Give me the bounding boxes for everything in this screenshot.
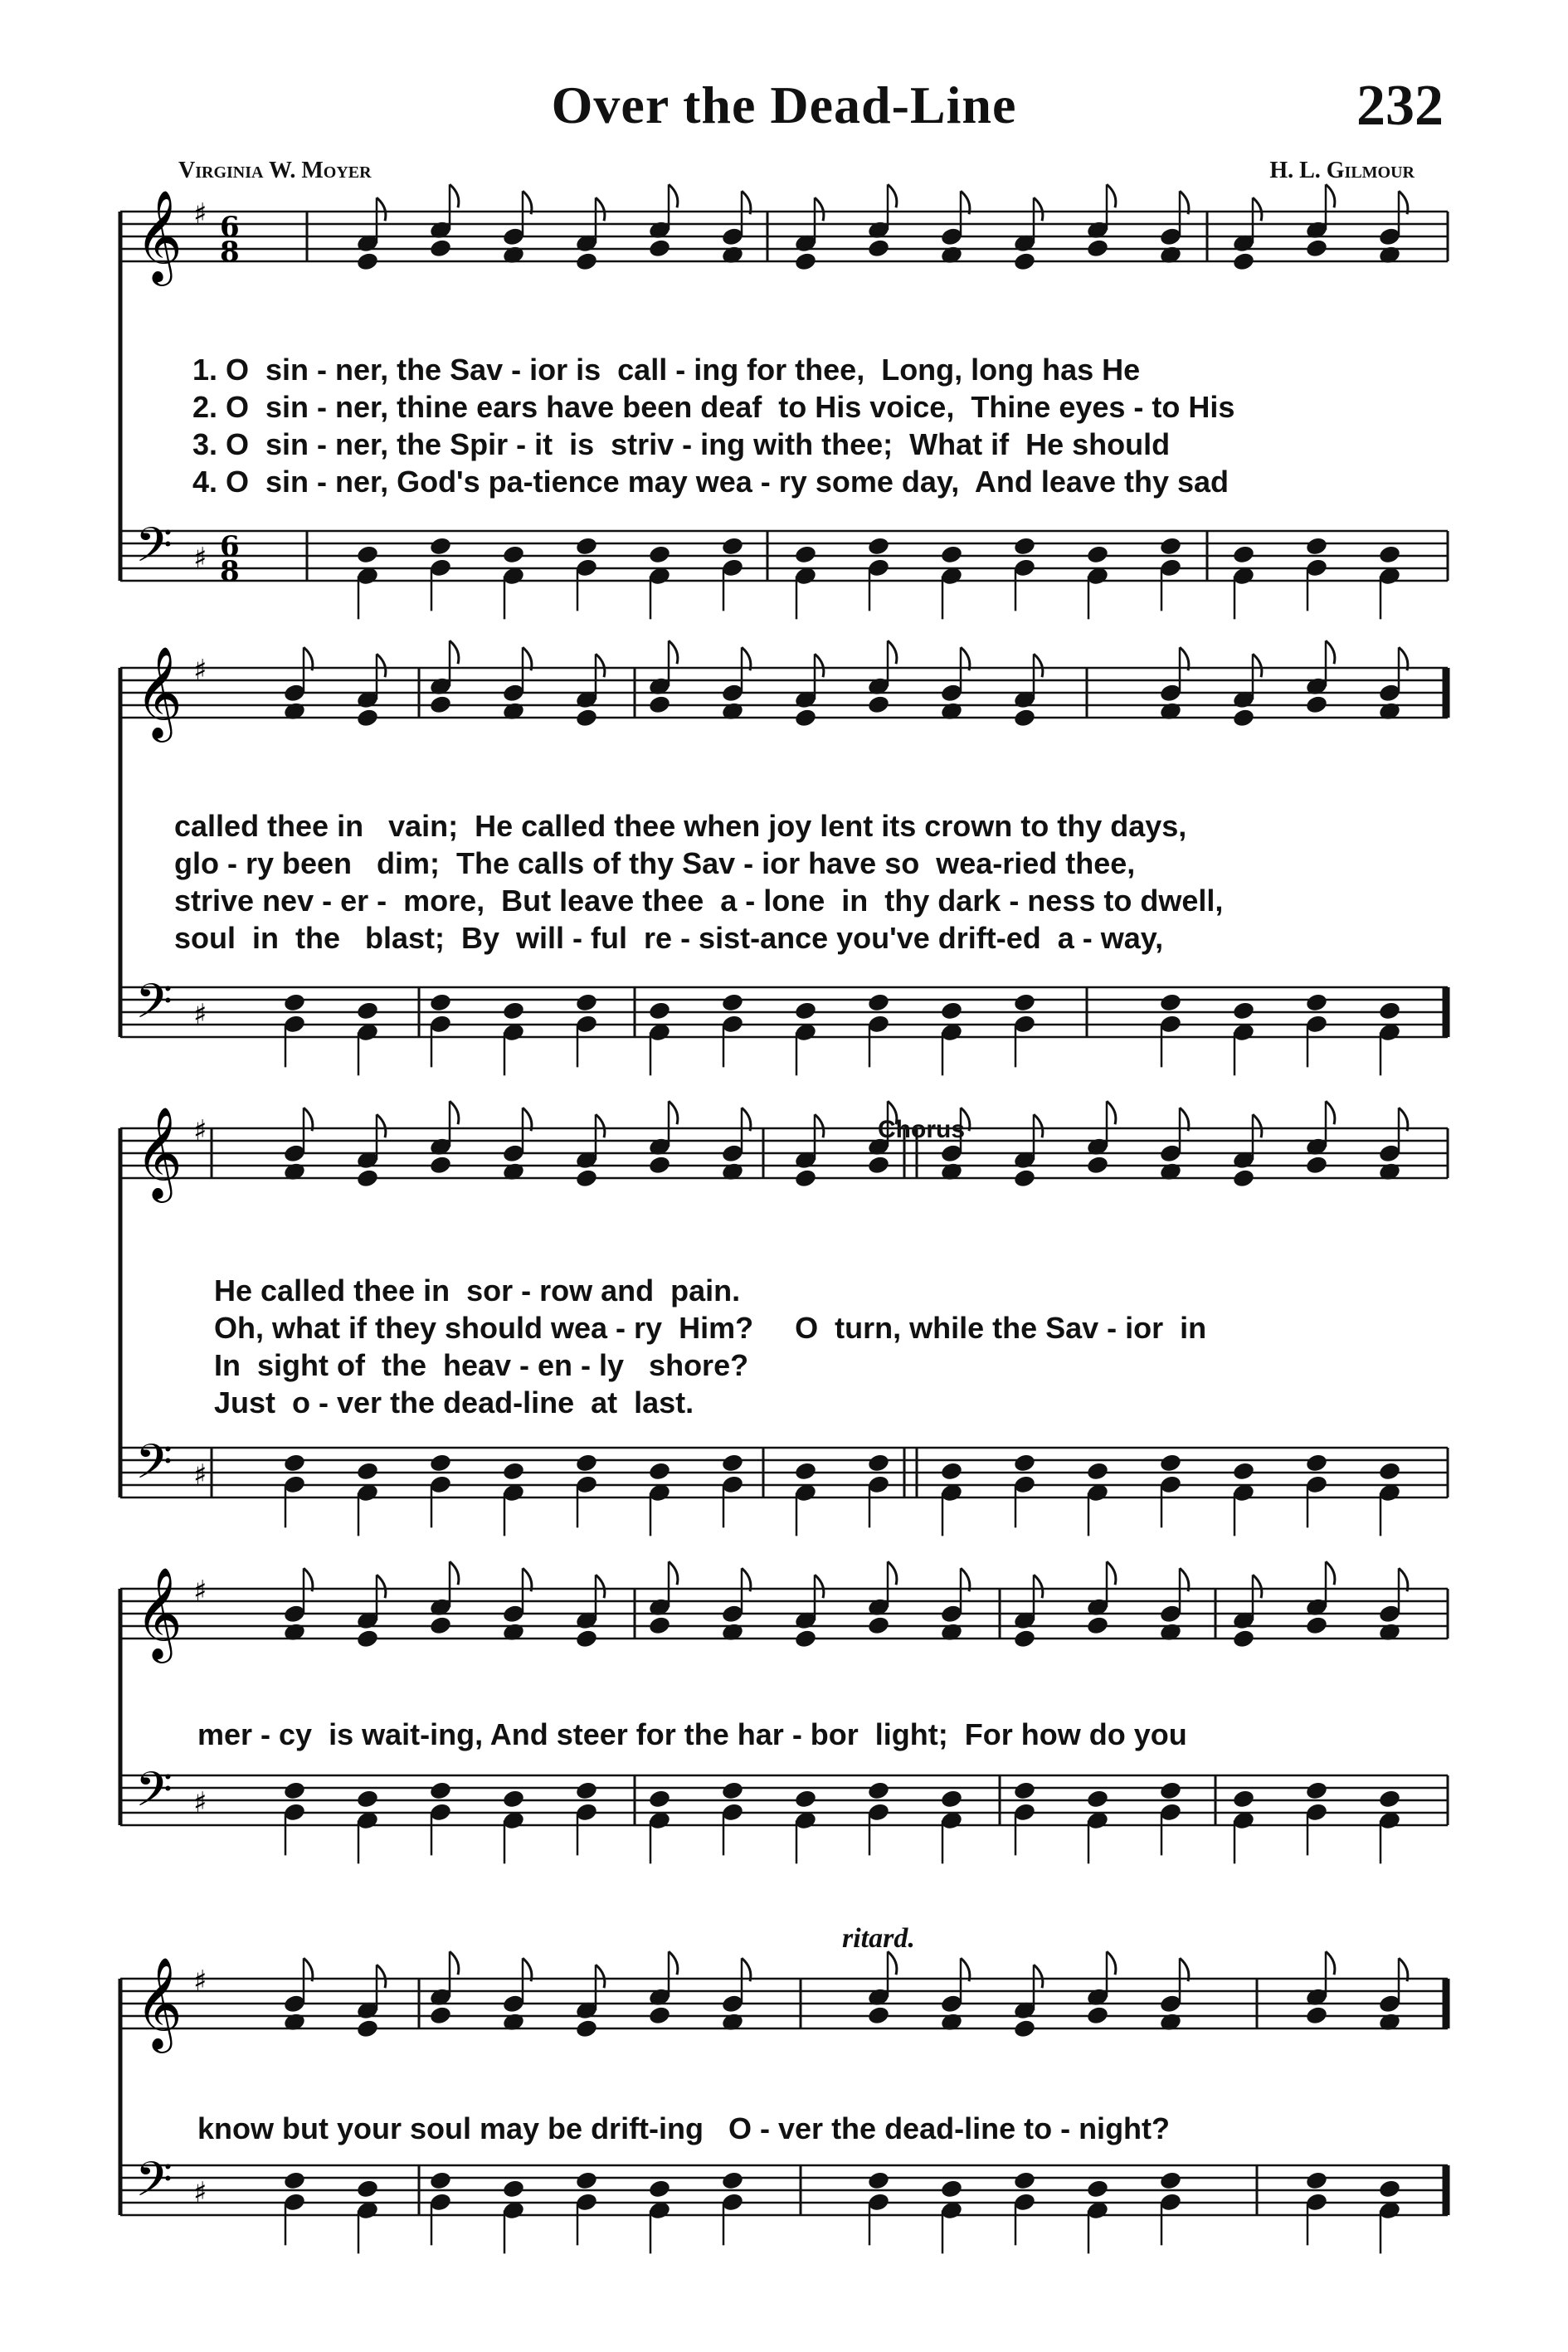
note-head	[1159, 2170, 1183, 2191]
key-signature-sharp-icon: ♯	[193, 1786, 207, 1819]
lyric-line: called thee in vain; He called thee when joy lent its crown to thy days,	[174, 809, 1187, 843]
note-head	[721, 1453, 745, 1473]
note-head	[502, 1461, 526, 1482]
note-flag	[815, 197, 824, 221]
lyric-line: 2. O sin - ner, thine ears have been deaf to His voice, Thine eyes - to His	[192, 390, 1235, 424]
note-head	[575, 536, 599, 557]
note-head	[794, 251, 818, 272]
note-head	[867, 1780, 891, 1801]
note-head	[1086, 1461, 1110, 1482]
note-head	[940, 1789, 964, 1809]
note-head	[1305, 992, 1329, 1013]
note-head	[283, 992, 307, 1013]
note-flag	[888, 640, 897, 664]
note-head	[648, 238, 672, 259]
key-signature-sharp-icon: ♯	[193, 998, 207, 1031]
note-head	[1086, 2005, 1110, 2026]
note-flag	[377, 1575, 386, 1598]
note-flag	[596, 1575, 605, 1598]
note-flag	[1034, 1965, 1043, 1988]
note-flag	[596, 197, 605, 221]
note-head	[867, 2005, 891, 2026]
lyric-line: In sight of the heav - en - ly shore?	[214, 1348, 749, 1382]
note-head	[1232, 1789, 1256, 1809]
lyric-line: mer - cy is wait-ing, And steer for the har - bor light; For how do you	[197, 1717, 1187, 1751]
treble-clef-icon: 𝄞	[135, 1566, 183, 1659]
note-head	[429, 2005, 453, 2026]
lyric-line: He called thee in sor - row and pain.	[214, 1273, 741, 1307]
note-head	[1159, 1453, 1183, 1473]
time-signature-bottom: 8	[220, 236, 240, 269]
note-flag	[1326, 1951, 1335, 1975]
note-head	[940, 2179, 964, 2199]
note-head	[283, 1780, 307, 1801]
hymn-title: Over the Dead-Line	[551, 75, 1017, 134]
note-head	[429, 694, 453, 715]
note-head	[1013, 536, 1037, 557]
key-signature-sharp-icon: ♯	[193, 1114, 207, 1147]
note-flag	[1326, 1101, 1335, 1124]
note-head	[867, 238, 891, 259]
note-head	[867, 1155, 891, 1176]
note-head	[1159, 992, 1183, 1013]
time-signature-top: 6	[220, 530, 240, 563]
note-flag	[377, 1114, 386, 1137]
note-head	[575, 708, 599, 728]
note-flag	[1107, 1951, 1116, 1975]
key-signature-sharp-icon: ♯	[193, 654, 207, 687]
note-head	[648, 2005, 672, 2026]
note-head	[721, 536, 745, 557]
note-flag	[1034, 197, 1043, 221]
key-signature-sharp-icon: ♯	[193, 197, 207, 231]
note-flag	[1326, 640, 1335, 664]
lyric-line: 3. O sin - ner, the Spir - it is striv - ing with thee; What if He should	[192, 427, 1171, 461]
note-flag	[815, 1114, 824, 1137]
note-head	[575, 2018, 599, 2039]
note-head	[1013, 2170, 1037, 2191]
note-head	[867, 694, 891, 715]
note-head	[721, 1780, 745, 1801]
note-head	[794, 708, 818, 728]
note-head	[1305, 238, 1329, 259]
note-head	[794, 1168, 818, 1189]
note-head	[575, 992, 599, 1013]
note-head	[429, 238, 453, 259]
note-flag	[1253, 654, 1262, 677]
key-signature-sharp-icon: ♯	[193, 1458, 207, 1492]
note-head	[794, 1461, 818, 1482]
hymn-number: 232	[1356, 74, 1444, 138]
note-head	[648, 1461, 672, 1482]
note-flag	[377, 654, 386, 677]
note-flag	[1034, 654, 1043, 677]
note-head	[1378, 1461, 1402, 1482]
note-flag	[888, 1561, 897, 1585]
note-head	[575, 1453, 599, 1473]
note-head	[940, 1001, 964, 1021]
key-signature-sharp-icon: ♯	[193, 1575, 207, 1608]
note-flag	[669, 640, 678, 664]
note-head	[356, 2018, 380, 2039]
note-head	[356, 708, 380, 728]
note-head	[356, 1789, 380, 1809]
note-head	[1086, 238, 1110, 259]
note-head	[867, 536, 891, 557]
note-head	[1159, 1780, 1183, 1801]
note-head	[429, 1615, 453, 1636]
note-head	[575, 2170, 599, 2191]
note-head	[940, 544, 964, 565]
note-head	[648, 1615, 672, 1636]
note-flag	[1253, 1575, 1262, 1598]
note-head	[1086, 544, 1110, 565]
note-head	[867, 992, 891, 1013]
note-head	[1305, 694, 1329, 715]
note-head	[794, 544, 818, 565]
note-head	[356, 2179, 380, 2199]
note-head	[1013, 708, 1037, 728]
note-head	[356, 1168, 380, 1189]
note-flag	[377, 1965, 386, 1988]
note-flag	[888, 1951, 897, 1975]
bass-clef-icon: 𝄢	[135, 1761, 173, 1829]
bass-clef-icon: 𝄢	[135, 517, 173, 585]
lyric-line: 4. O sin - ner, God's pa-tience may wea - ry some day, And leave thy sad	[192, 465, 1229, 499]
lyric-line: glo - ry been dim; The calls of thy Sav - ior have so wea-ried thee,	[174, 846, 1136, 880]
note-flag	[1107, 184, 1116, 207]
note-head	[429, 1780, 453, 1801]
note-head	[648, 1155, 672, 1176]
note-head	[721, 992, 745, 1013]
note-head	[1232, 1461, 1256, 1482]
note-flag	[669, 1561, 678, 1585]
note-head	[721, 2170, 745, 2191]
note-head	[429, 2170, 453, 2191]
note-flag	[596, 654, 605, 677]
note-flag	[450, 1101, 459, 1124]
note-head	[1086, 2179, 1110, 2199]
bass-clef-icon: 𝄢	[135, 973, 173, 1041]
note-head	[1305, 2005, 1329, 2026]
note-head	[1378, 2179, 1402, 2199]
note-head	[867, 1453, 891, 1473]
treble-clef-icon: 𝄞	[135, 189, 183, 282]
note-flag	[669, 1101, 678, 1124]
key-signature-sharp-icon: ♯	[193, 542, 207, 575]
note-head	[575, 1629, 599, 1649]
treble-clef-icon: 𝄞	[135, 645, 183, 738]
lyric-line: know but your soul may be drift-ing O - ver the dead-line to - night?	[197, 2111, 1171, 2145]
note-head	[1232, 1001, 1256, 1021]
note-head	[502, 544, 526, 565]
key-signature-sharp-icon: ♯	[193, 2176, 207, 2209]
note-head	[1013, 1453, 1037, 1473]
note-head	[1378, 1789, 1402, 1809]
note-head	[429, 1155, 453, 1176]
composer-credit: H. L. Gilmour	[1269, 158, 1415, 183]
note-flag	[1034, 1114, 1043, 1137]
note-head	[794, 1629, 818, 1649]
note-head	[356, 544, 380, 565]
note-head	[356, 1629, 380, 1649]
note-head	[1013, 1629, 1037, 1649]
note-head	[1305, 1453, 1329, 1473]
note-flag	[450, 184, 459, 207]
note-flag	[669, 1951, 678, 1975]
note-head	[429, 992, 453, 1013]
note-head	[1013, 251, 1037, 272]
note-head	[794, 1001, 818, 1021]
note-head	[575, 1168, 599, 1189]
note-flag	[377, 197, 386, 221]
note-head	[1232, 544, 1256, 565]
note-head	[1305, 536, 1329, 557]
chorus-label: Chorus	[878, 1116, 965, 1143]
note-flag	[815, 1575, 824, 1598]
note-head	[575, 1780, 599, 1801]
time-signature-bottom: 8	[220, 555, 240, 588]
note-head	[648, 1001, 672, 1021]
note-head	[575, 251, 599, 272]
author-credit: Virginia W. Moyer	[178, 158, 372, 183]
note-head	[502, 2179, 526, 2199]
note-head	[356, 1461, 380, 1482]
note-flag	[1326, 184, 1335, 207]
note-flag	[450, 1951, 459, 1975]
note-head	[1232, 1629, 1256, 1649]
note-head	[356, 1001, 380, 1021]
lyric-line: soul in the blast; By will - ful re - sist-ance you've drift-ed a - way,	[174, 921, 1164, 955]
note-head	[283, 1453, 307, 1473]
note-flag	[596, 1965, 605, 1988]
note-head	[794, 1789, 818, 1809]
note-head	[1305, 1780, 1329, 1801]
note-head	[356, 251, 380, 272]
note-head	[502, 1001, 526, 1021]
note-flag	[888, 184, 897, 207]
note-flag	[596, 1114, 605, 1137]
ritard-marking: ritard.	[842, 1923, 915, 1954]
lyric-line: Just o - ver the dead-line at last.	[214, 1385, 694, 1419]
note-head	[1013, 2018, 1037, 2039]
note-flag	[450, 1561, 459, 1585]
note-head	[1159, 536, 1183, 557]
note-head	[1013, 1168, 1037, 1189]
note-head	[1305, 1615, 1329, 1636]
note-head	[1378, 1001, 1402, 1021]
note-flag	[1107, 1561, 1116, 1585]
treble-clef-icon: 𝄞	[135, 1956, 183, 2049]
note-head	[1013, 992, 1037, 1013]
note-head	[1086, 1789, 1110, 1809]
note-head	[940, 1461, 964, 1482]
bass-clef-icon: 𝄢	[135, 1434, 173, 1502]
note-head	[1305, 1155, 1329, 1176]
treble-clef-icon: 𝄞	[135, 1106, 183, 1199]
lyric-line: Oh, what if they should wea - ry Him? O turn, while the Sav - ior in	[214, 1311, 1207, 1345]
note-flag	[1253, 1114, 1262, 1137]
note-head	[1086, 1155, 1110, 1176]
note-head	[283, 2170, 307, 2191]
lyric-line: strive nev - er - more, But leave thee a - lone in thy dark - ness to dwell,	[174, 884, 1224, 918]
note-head	[429, 536, 453, 557]
note-head	[1232, 1168, 1256, 1189]
note-flag	[669, 184, 678, 207]
note-flag	[450, 640, 459, 664]
note-head	[867, 1615, 891, 1636]
note-flag	[1253, 197, 1262, 221]
note-head	[648, 1789, 672, 1809]
note-head	[1232, 251, 1256, 272]
note-flag	[1107, 1101, 1116, 1124]
note-head	[1378, 544, 1402, 565]
note-head	[1013, 1780, 1037, 1801]
time-signature-top: 6	[220, 211, 240, 244]
lyric-line: 1. O sin - ner, the Sav - ior is call - ing for thee, Long, long has He	[192, 353, 1141, 387]
note-head	[648, 2179, 672, 2199]
key-signature-sharp-icon: ♯	[193, 1965, 207, 1998]
note-head	[1232, 708, 1256, 728]
note-flag	[1034, 1575, 1043, 1598]
bass-clef-icon: 𝄢	[135, 2151, 173, 2219]
note-head	[1086, 1615, 1110, 1636]
note-head	[648, 544, 672, 565]
note-head	[867, 2170, 891, 2191]
note-head	[648, 694, 672, 715]
note-head	[429, 1453, 453, 1473]
note-flag	[815, 654, 824, 677]
note-head	[502, 1789, 526, 1809]
note-head	[1305, 2170, 1329, 2191]
note-flag	[1326, 1561, 1335, 1585]
